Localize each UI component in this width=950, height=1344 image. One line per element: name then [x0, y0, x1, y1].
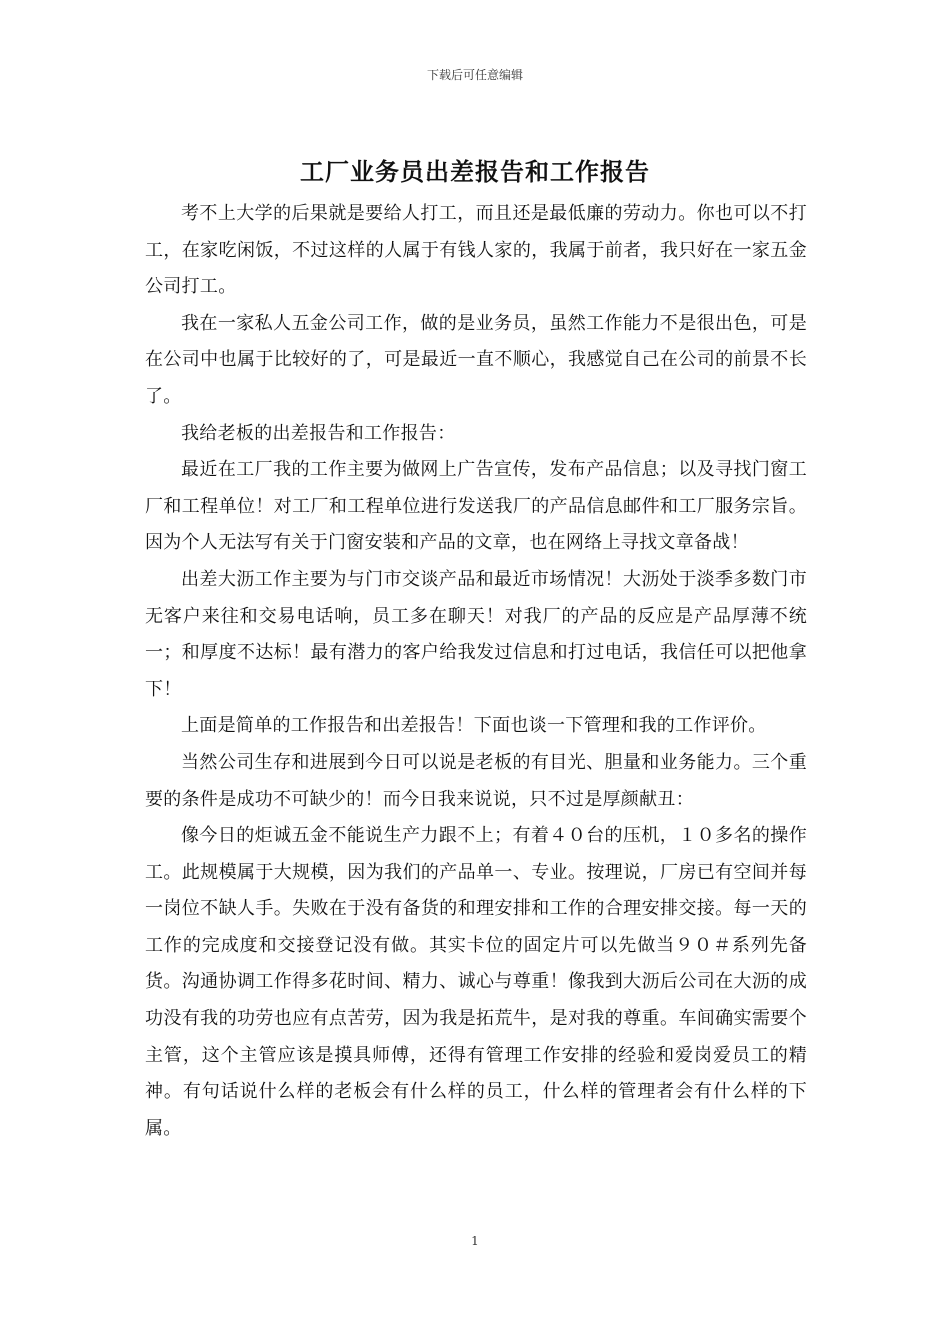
- paragraph: 出差大沥工作主要为与门市交谈产品和最近市场情况！大沥处于淡季多数门市无客户来往和交易电话响，员工多在聊天！对我厂的产品的反应是产品厚薄不统一；和厚度不达标！最有潜力的客户给我发过信息和打过电话，我信任可以把他拿下！: [145, 568, 807, 700]
- paragraph: 我在一家私人五金公司工作，做的是业务员，虽然工作能力不是很出色，可是在公司中也属于比较好的了，可是最近一直不顺心，我感觉自己在公司的前景不长了。: [145, 312, 807, 407]
- page-number: 1: [471, 1234, 479, 1248]
- page-header-note: 下载后可任意编辑: [426, 68, 523, 82]
- paragraph: 最近在工厂我的工作主要为做网上广告宣传，发布产品信息；以及寻找门窗工厂和工程单位！对工厂和工程单位进行发送我厂的产品信息邮件和工厂服务宗旨。因为个人无法写有关于门窗安装和产品的文章，也在网络上寻找文章备战！: [145, 459, 807, 554]
- paragraph: 我给老板的出差报告和工作报告：: [181, 422, 456, 444]
- document-title: 工厂业务员出差报告和工作报告: [300, 157, 650, 186]
- paragraph: 上面是简单的工作报告和出差报告！下面也谈一下管理和我的工作评价。: [181, 715, 767, 737]
- paragraph: 考不上大学的后果就是要给人打工，而且还是最低廉的劳动力。你也可以不打工，在家吃闲饭，不过这样的人属于有钱人家的，我属于前者，我只好在一家五金公司打工。: [145, 203, 807, 298]
- paragraph: 像今日的炬诚五金不能说生产力跟不上；有着４０台的压机，１０多名的操作工。此规模属于大规模，因为我们的产品单一、专业。按理说，厂房已有空间并每一岗位不缺人手。失败在于没有备货的和理安排和工作的合理安排交接。每一天的工作的完成度和交接登记没有做。其实卡位的固定片可以先做当９０＃系列先备货。沟通协调工作得多花时间、精力、诚心与尊重！像我到大沥后公司在大沥的成功没有我的功劳也应有点苦劳，因为我是拓荒牛，是对我的尊重。车间确实需要个主管，这个主管应该是摸具师傅，还得有管理工作安排的经验和爱岗爱员工的精神。有句话说什么样的老板会有什么样的员工，什么样的管理者会有什么样的下属。: [145, 825, 807, 1139]
- document-body: [145, 196, 807, 1147]
- paragraph: 当然公司生存和进展到今日可以说是老板的有目光、胆量和业务能力。三个重要的条件是成功不可缺少的！而今日我来说说，只不过是厚颜献丑：: [145, 751, 807, 810]
